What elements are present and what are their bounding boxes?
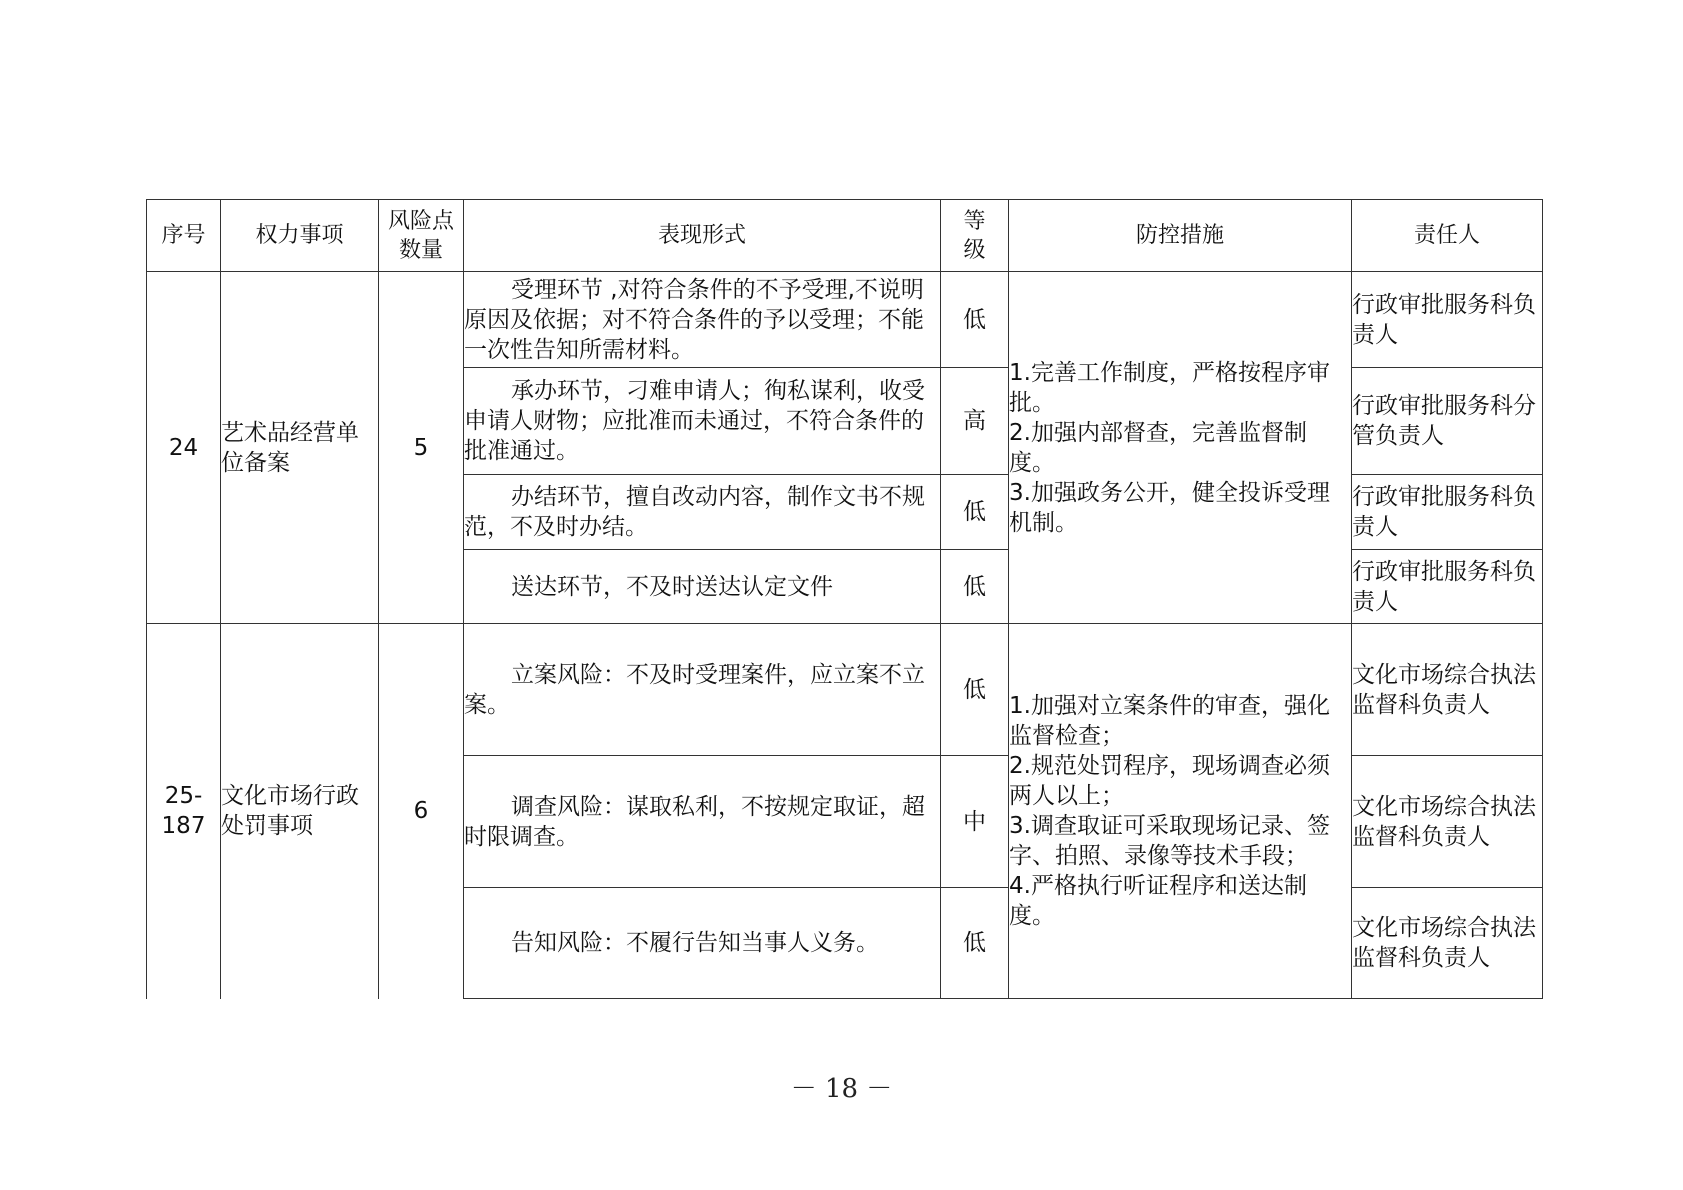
person-cell: 文化市场综合执法监督科负责人	[1352, 756, 1543, 888]
form-text: 办结环节，擅自改动内容，制作文书不规范，不及时办结。	[464, 484, 925, 540]
form-cell	[464, 272, 941, 368]
level-cell: 中	[941, 756, 1009, 888]
person-cell: 文化市场综合执法监督科负责人	[1352, 624, 1543, 756]
form-cell	[464, 624, 941, 756]
person-cell: 行政审批服务科负责人	[1352, 550, 1543, 624]
measures-cell	[1009, 272, 1352, 624]
header-seq: 序号	[147, 200, 221, 272]
table-header-row	[147, 200, 1543, 272]
form-text: 立案风险：不及时受理案件，应立案不立案。	[464, 661, 925, 718]
header-risk-count: 风险点数量	[379, 200, 464, 272]
power-cell: 艺术品经营单位备案	[221, 272, 379, 624]
page-number: － 18 －	[790, 1074, 893, 1104]
header-measures: 防控措施	[1009, 200, 1352, 272]
form-text: 告知风险：不履行告知当事人义务。	[511, 930, 879, 956]
measures-text: 1.完善工作制度，严格按程序审批。 2.加强内部督查，完善监督制度。 3.加强政务公开，健全投诉受理机制。	[1009, 359, 1330, 536]
form-text: 送达环节，不及时送达认定文件	[511, 573, 833, 600]
header-person: 责任人	[1352, 200, 1543, 272]
form-cell	[464, 368, 941, 475]
level-cell: 低	[941, 888, 1009, 999]
level-cell: 低	[941, 475, 1009, 550]
seq-text: 25-187	[161, 783, 206, 840]
level-cell: 高	[941, 368, 1009, 475]
form-cell	[464, 888, 941, 999]
risk-table	[146, 199, 1543, 999]
risk-count-cell: 5	[379, 272, 464, 624]
form-text: 受理环节 ,对符合条件的不予受理,不说明原因及依据；对不符合条件的予以受理；不能一次性告知所需材料。	[464, 276, 924, 363]
level-cell: 低	[941, 624, 1009, 756]
form-cell	[464, 756, 941, 888]
form-cell	[464, 550, 941, 624]
form-cell	[464, 475, 941, 550]
power-cell: 文化市场行政处罚事项	[221, 624, 379, 999]
measures-cell	[1009, 624, 1352, 999]
risk-count-cell: 6	[379, 624, 464, 999]
form-text: 调查风险：谋取私利，不按规定取证，超时限调查。	[464, 793, 925, 850]
header-level: 等级	[941, 200, 1009, 272]
level-cell: 低	[941, 550, 1009, 624]
person-cell: 行政审批服务科负责人	[1352, 272, 1543, 368]
seq-cell: 24	[147, 272, 221, 624]
header-form: 表现形式	[464, 200, 941, 272]
seq-cell	[147, 624, 221, 999]
person-cell: 行政审批服务科分管负责人	[1352, 368, 1543, 475]
table-row	[147, 272, 1543, 368]
level-cell: 低	[941, 272, 1009, 368]
person-cell: 文化市场综合执法监督科负责人	[1352, 888, 1543, 999]
header-power: 权力事项	[221, 200, 379, 272]
form-text: 承办环节，刁难申请人；徇私谋利，收受申请人财物；应批准而未通过，不符合条件的批准通过。	[464, 378, 925, 464]
person-cell: 行政审批服务科负责人	[1352, 475, 1543, 550]
table-row	[147, 624, 1543, 756]
measures-text: 1.加强对立案条件的审查，强化监督检查； 2.规范处罚程序，现场调查必须两人以上； 3.调查取证可采取现场记录、签字、拍照、录像等技术手段； 4.严格执行听证程序和送达制度。	[1009, 693, 1330, 929]
